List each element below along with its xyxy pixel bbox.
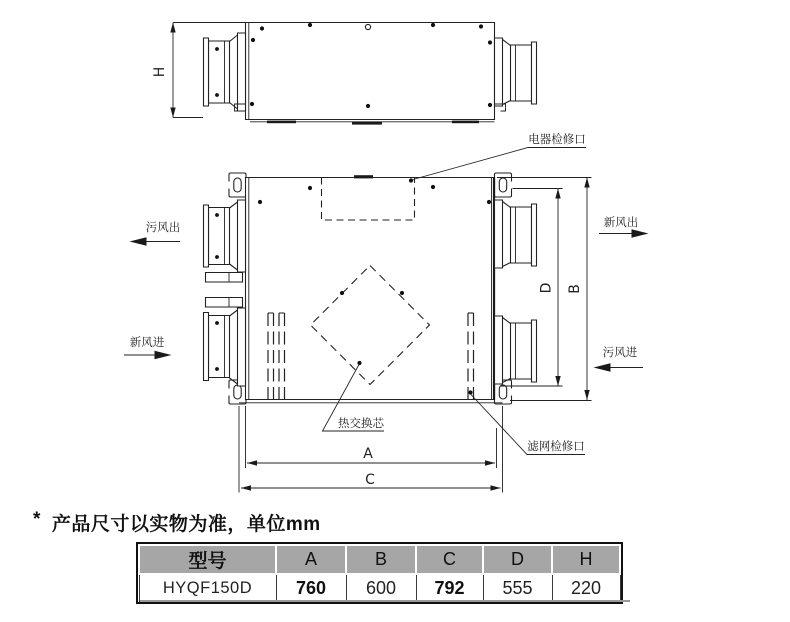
spec-table-wrapper <box>136 542 623 604</box>
side-collar-left <box>204 33 246 111</box>
arrow-right <box>632 229 649 237</box>
dim-label-c: C <box>365 472 375 488</box>
side-tab <box>452 121 479 124</box>
cell-d: 555 <box>483 574 552 602</box>
fresh-out-label: 新风出 <box>603 215 639 229</box>
spec-data-row <box>139 574 620 602</box>
side-tab <box>267 121 296 124</box>
flow-fresh-in <box>124 335 172 359</box>
table-shadow-line <box>140 600 630 602</box>
collar-fresh-out <box>495 200 537 268</box>
arrow-down <box>170 108 175 118</box>
col-header-c: C <box>416 545 483 574</box>
flow-exhaust-in <box>594 345 644 372</box>
col-header-b: B <box>346 545 416 574</box>
electrical-access-label: 电器检修口 <box>528 132 586 146</box>
callout-electrical-access <box>413 132 586 180</box>
screw-hole <box>365 24 370 29</box>
dim-label-d: D <box>538 282 555 294</box>
note-text: 产品尺寸以实物为准，单位mm <box>51 514 321 535</box>
collar-feet <box>206 273 243 308</box>
spec-table <box>138 544 621 602</box>
arrow-left <box>594 363 611 371</box>
col-header-a: A <box>276 545 346 574</box>
plan-view <box>124 132 649 493</box>
flow-exhaust-out <box>130 220 181 246</box>
top-tab <box>354 175 373 178</box>
side-view <box>152 23 537 125</box>
dimension-note <box>33 509 321 536</box>
exhaust-out-label: 污风出 <box>145 220 181 234</box>
flow-fresh-out <box>599 215 649 238</box>
collar-exhaust-out <box>204 200 246 272</box>
dim-label-b: B <box>567 284 583 294</box>
fresh-in-label: 新风进 <box>129 335 165 349</box>
arrow-up <box>170 23 175 33</box>
arrow-left <box>130 237 147 245</box>
side-body <box>246 23 495 120</box>
cell-model: HYQF150D <box>139 574 276 602</box>
col-header-model: 型号 <box>139 545 276 574</box>
side-tab <box>352 122 382 125</box>
heat-core-label: 热交换芯 <box>338 416 384 430</box>
note-asterisk: * <box>33 509 41 530</box>
arrow-right <box>155 351 172 359</box>
cell-a: 760 <box>276 574 346 602</box>
exhaust-in-label: 污风进 <box>602 345 638 359</box>
dim-label-a: A <box>363 446 373 462</box>
callout-filter-access <box>471 395 585 455</box>
cell-c: 792 <box>416 574 483 602</box>
plan-body <box>246 178 495 400</box>
collar-fresh-in <box>204 308 246 386</box>
cell-h: 220 <box>552 574 620 602</box>
collar-exhaust-in <box>495 316 537 384</box>
cell-b: 600 <box>346 574 416 602</box>
col-header-h: H <box>552 545 620 574</box>
side-collar-right <box>495 38 537 106</box>
col-header-d: D <box>483 545 552 574</box>
filter-access-label: 滤网检修口 <box>527 439 585 453</box>
dim-label-h: H <box>152 66 168 78</box>
spec-header-row <box>139 545 620 574</box>
